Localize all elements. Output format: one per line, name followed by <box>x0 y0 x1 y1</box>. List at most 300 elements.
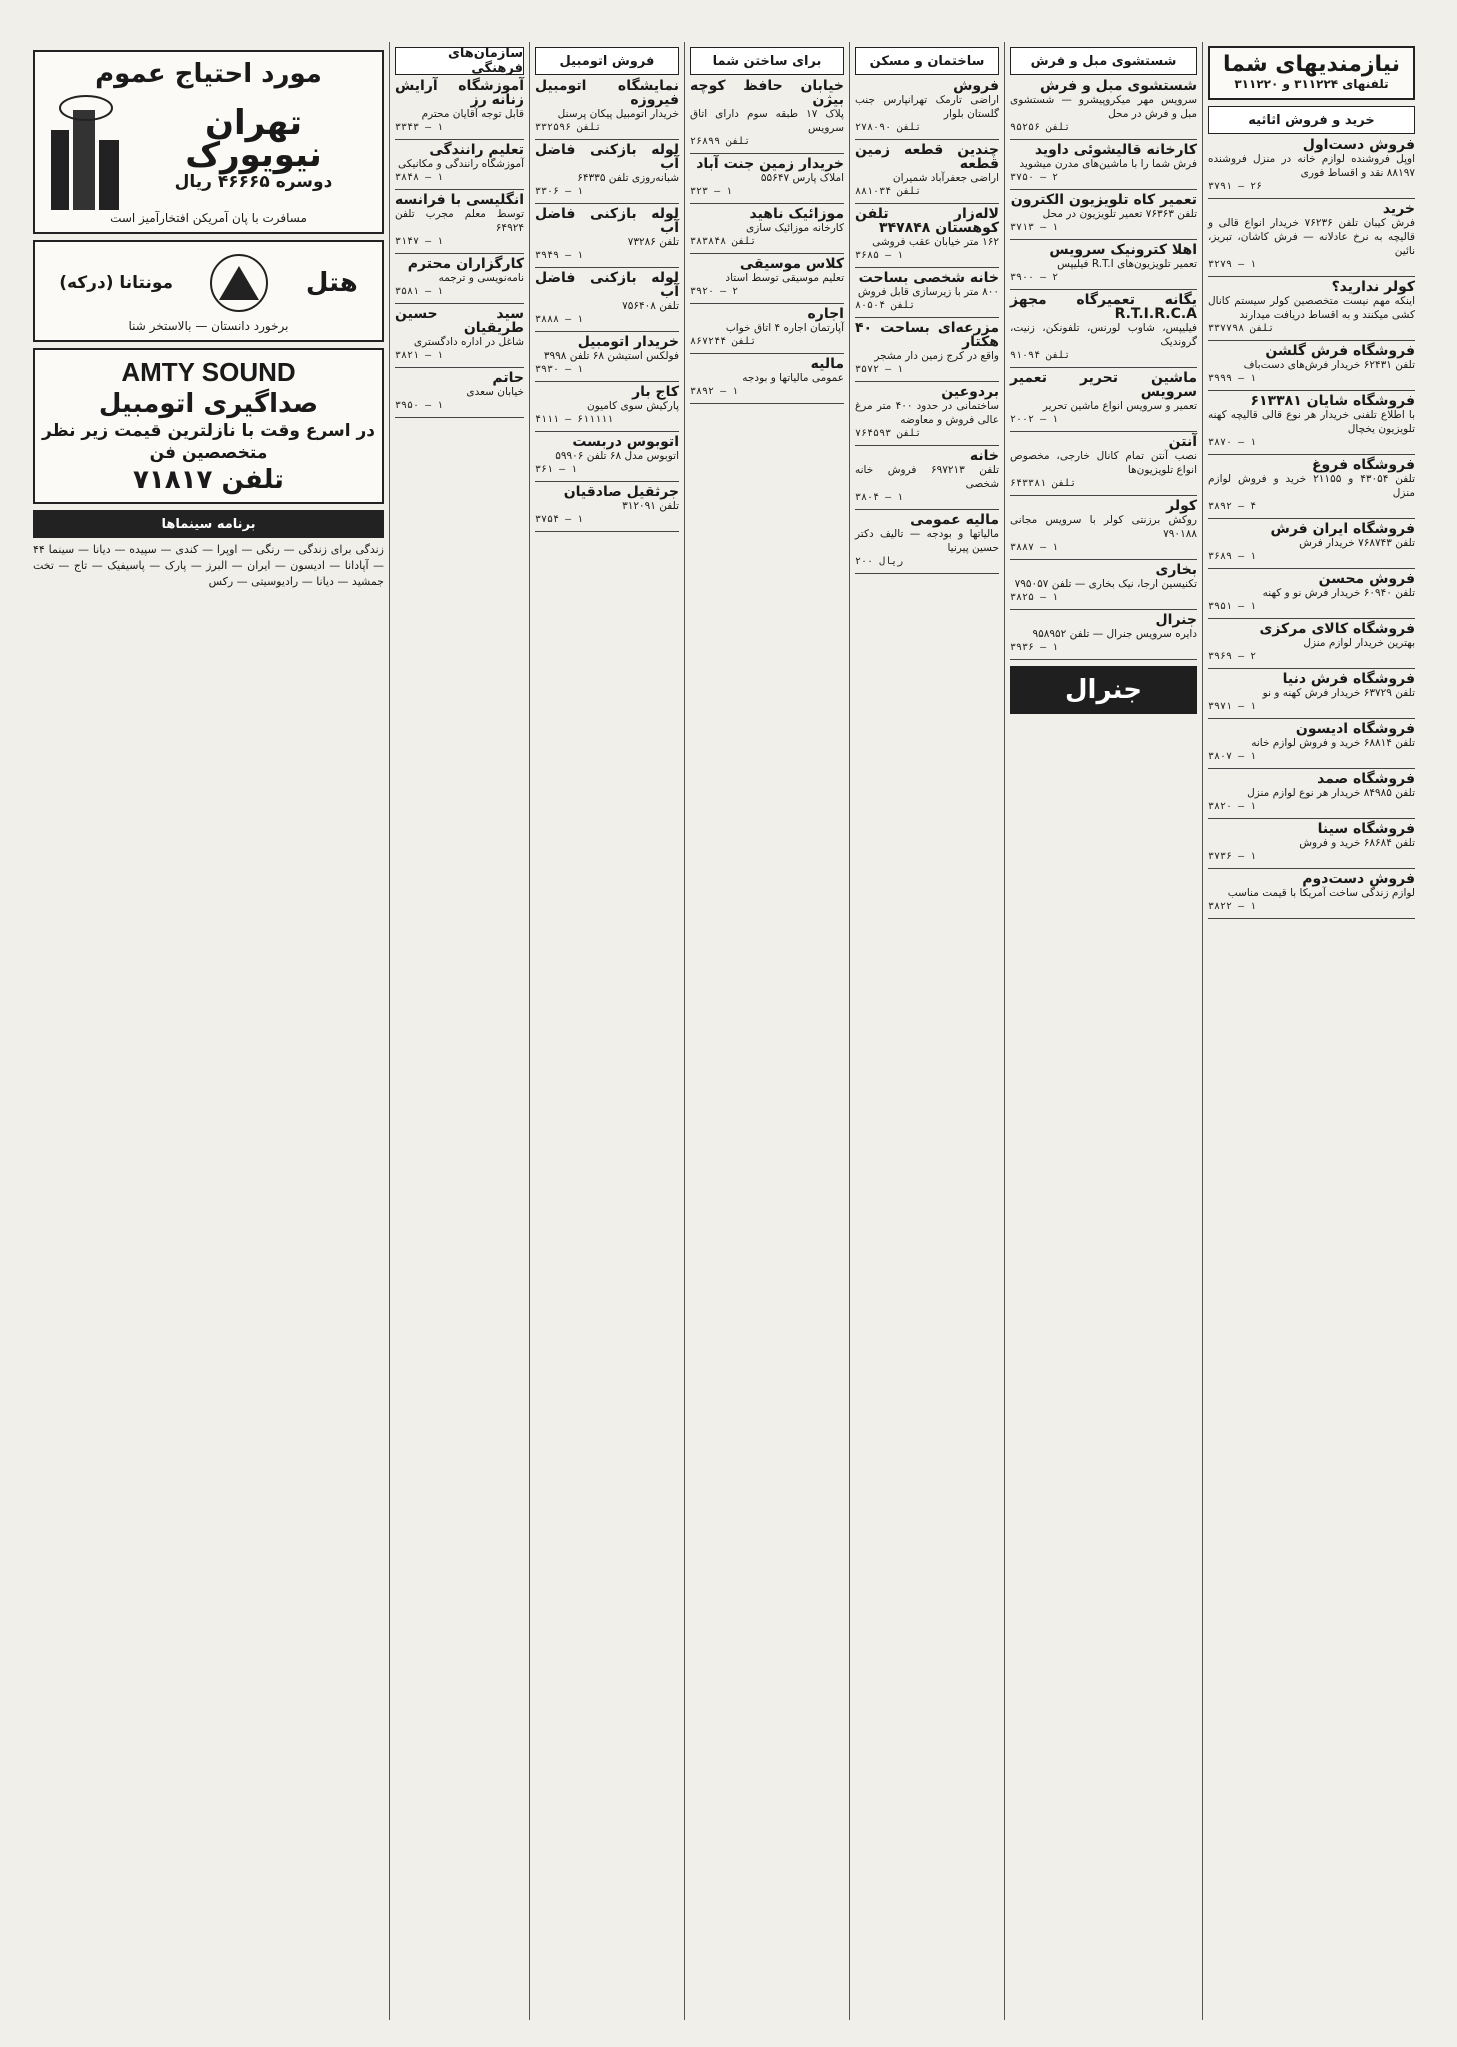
ad-headline: بخاری <box>1155 562 1197 578</box>
column-2 <box>1004 42 1202 2020</box>
classified-ad <box>1010 193 1197 235</box>
ad-text: تلفن ۴۳۰۵۴ و ۲۱۱۵۵ خرید و فروش لوازم منزل <box>1208 473 1416 499</box>
classified-ad <box>1208 344 1415 386</box>
ad-divider <box>1010 139 1197 140</box>
city-tehran: تهران <box>204 103 303 143</box>
classified-ad <box>535 385 679 427</box>
ad-headline: موزائیک ناهید <box>749 206 844 222</box>
section-header: برای ساختن شما <box>690 47 844 75</box>
ad-text: تلفن ۶۰۹۴۰ خریدار فرش نو و کهنه <box>1262 587 1415 599</box>
ad-list <box>690 79 844 404</box>
amty-phone: تلفن ۷۱۸۱۷ <box>133 465 284 495</box>
ad-text: املاک پارس ۵۵۶۴۷ <box>760 172 844 184</box>
ad-divider <box>855 139 999 140</box>
ad-number: ۳۹۳۰ — ۱ <box>535 364 584 375</box>
ad-number: ۳۹۹۹ — ۱ <box>1208 373 1257 384</box>
classified-ad <box>535 143 679 199</box>
classified-ad <box>1208 138 1415 194</box>
ad-divider <box>855 381 999 382</box>
classified-ad <box>395 79 524 135</box>
ad-text: واقع در کرج زمین دار مشجر <box>874 350 999 362</box>
ad-headline: فروش <box>953 78 999 94</box>
classified-ad <box>1010 79 1197 135</box>
ad-headline: کارگزاران محترم <box>407 256 524 272</box>
ad-number: تلفن ۸۸۱۰۳۴ <box>855 186 922 197</box>
general-needs-box <box>33 50 384 234</box>
ad-number: ۳۹۳۶ — ۱ <box>1010 642 1059 653</box>
classified-ad <box>1010 293 1197 363</box>
classified-ad <box>855 321 999 377</box>
ad-text: با اطلاع تلفنی خریدار هر نوع قالی قالیچه کهنه تلویزیون یخچال <box>1208 409 1415 435</box>
ad-number: ۳۶۸۵ — ۱ <box>855 250 904 261</box>
ad-divider <box>535 431 679 432</box>
classified-ad <box>690 157 844 199</box>
ad-headline: فروش دست‌دوم <box>1302 871 1415 887</box>
ad-number: ۳۲۳ — ۱ <box>690 186 733 197</box>
classified-ad <box>855 449 999 505</box>
ad-divider <box>395 417 524 418</box>
ad-text: بهترین خریدار لوازم منزل <box>1303 637 1415 649</box>
ad-text: شاغل در اداره دادگستری <box>413 336 524 348</box>
classified-ad <box>855 271 999 313</box>
ad-headline: اهلا کترونیک سرویس <box>1049 242 1197 258</box>
section-header: ساختمان و مسکن <box>855 47 999 75</box>
ad-divider <box>1208 390 1415 391</box>
classified-ad <box>1208 772 1415 814</box>
classified-ad <box>1208 458 1415 514</box>
ad-list <box>535 79 679 532</box>
ticket-price: دوسره ۴۶۶۶۵ ریال <box>174 172 333 192</box>
ad-headline: بردوعین <box>941 384 999 400</box>
ad-divider <box>690 153 844 154</box>
ad-headline: فروشگاه فرش گلشن <box>1265 343 1415 359</box>
ad-headline: جنرال <box>1155 612 1197 628</box>
ad-number: ۳۸۰۷ — ۱ <box>1208 751 1257 762</box>
classified-ad <box>1010 435 1197 491</box>
ad-number: ۳۷۳۶ — ۱ <box>1208 851 1257 862</box>
ad-text: فیلیپس، شاوب لورنس، تلفونکن، زنیت، گروندیک <box>1010 322 1197 348</box>
classified-ad <box>1208 572 1415 614</box>
city-newyork: نیویورک <box>185 135 322 175</box>
classified-ad <box>1208 622 1415 664</box>
ad-text: ۸۰۰ متر با زیرسازی قابل فروش <box>857 286 999 298</box>
ad-headline: اتوبوس دربست <box>572 434 679 450</box>
ad-divider <box>1010 495 1197 496</box>
ad-text: فرش شما را با ماشین‌های مدرن میشوید <box>1019 158 1197 170</box>
banner-phones: تلفنهای ۳۱۱۲۲۴ و ۳۱۱۲۲۰ <box>1234 77 1389 91</box>
ad-headline: تعمیر کاه تلویزیون الکترون <box>1010 192 1197 208</box>
ad-headline: مالیه <box>810 356 844 372</box>
ad-text: مالیاتها و بودجه — تالیف دکتر حسین پیرنیا <box>855 528 999 554</box>
ad-headline: مالیه عمومی <box>910 512 999 528</box>
ad-number: ۲۰۰۲ — ۱ <box>1010 414 1059 425</box>
ad-number: ۳۳۴۳ — ۱ <box>395 122 444 133</box>
newspaper-page <box>28 42 1420 2020</box>
column-5 <box>529 42 684 2020</box>
column-1 <box>1202 42 1420 2020</box>
ad-number: ۳۸۷۰ — ۱ <box>1208 437 1257 448</box>
ad-text: اراضی جعفرآباد شمیران <box>892 172 999 184</box>
classified-ad <box>1010 371 1197 427</box>
classified-ad <box>855 385 999 441</box>
ad-divider <box>395 189 524 190</box>
ad-text: عمومی مالیاتها و بودجه <box>742 372 844 384</box>
section-header: خرید و فروش اثاثیه <box>1208 106 1415 134</box>
ad-divider <box>690 403 844 404</box>
section-header: شستشوی مبل و فرش <box>1010 47 1197 75</box>
ad-divider <box>1010 367 1197 368</box>
banner-title: نیازمندیهای شما <box>1223 52 1400 77</box>
ad-list <box>1208 138 1415 919</box>
ad-number: تلفن ۷۶۴۵۹۳ <box>855 428 922 439</box>
ad-text: آپارتمان اجاره ۴ اتاق خواب <box>725 322 844 334</box>
classified-ad <box>1208 522 1415 564</box>
ad-divider <box>1010 239 1197 240</box>
ad-number: ۳۹۶۹ — ۲ <box>1208 651 1257 662</box>
classified-ad <box>1208 872 1415 914</box>
ad-headline: سید حسین طریقیان <box>395 306 524 336</box>
ad-headline: فروش محسن <box>1318 571 1415 587</box>
ad-divider <box>1208 454 1415 455</box>
ad-divider <box>1010 289 1197 290</box>
ad-number: ۳۹۵۰ — ۱ <box>395 400 444 411</box>
ad-divider <box>1208 568 1415 569</box>
cinema-listing: زندگی برای زندگی — رنگی — اوپرا — کندی — سپیده — دیانا — سینما ۴۴ — آپادانا — ادیسون — ایران — البرز — پارک — پاسیفیک — تاج — تخت جمشید — دیانا — رادیوسیتی — رکس <box>33 543 384 588</box>
ad-divider <box>690 253 844 254</box>
ad-headline: تعلیم رانندگی <box>429 142 524 158</box>
ad-text: تلفن ۷۶۳۶۳ تعمیر تلویزیون در محل <box>1042 208 1197 220</box>
classified-ad <box>1208 202 1415 272</box>
ad-number: ۳۷۵۰ — ۲ <box>1010 172 1059 183</box>
ad-number: تلفن ۹۵۲۵۶ <box>1010 122 1071 133</box>
hotel-name: مونتانا (درکه) <box>59 273 174 293</box>
ad-headline: یگانه تعمیرگاه مجهز R.T.I.R.C.A <box>1010 292 1197 322</box>
ad-text: تعمیر و سرویس انواع ماشین تحریر <box>1042 400 1197 412</box>
hotel-line: برخورد دانستان — بالاستخر شنا <box>128 319 289 333</box>
ad-number: تلفن ۳۳۷۷۹۸ <box>1208 323 1275 334</box>
section-header: سازمان‌های فرهنگی <box>395 47 524 75</box>
ad-divider <box>1010 659 1197 660</box>
ad-headline: فروشگاه فرش دنیا <box>1282 671 1415 687</box>
ad-headline: آموزشگاه آرایش زنانه رز <box>395 78 524 108</box>
classified-ad <box>1010 613 1197 655</box>
ad-divider <box>855 203 999 204</box>
ad-headline: خانه <box>969 448 999 464</box>
ad-text: تلفن ۶۸۸۱۴ خرید و فروش لوازم خانه <box>1251 737 1415 749</box>
ad-text: قابل توجه آقایان محترم <box>421 108 524 120</box>
ad-headline: انگلیسی با فرانسه <box>395 192 524 208</box>
ad-text: تلفن ۷۵۶۴۰۸ <box>622 300 679 312</box>
ad-text: دایره سرویس جنرال — تلفن ۹۵۸۹۵۲ <box>1032 628 1197 640</box>
ad-headline: اجاره <box>807 306 844 322</box>
ad-number: ۳۸۲۵ — ۱ <box>1010 592 1059 603</box>
ad-text: پلاک ۱۷ طبقه سوم دارای اتاق سرویس <box>690 108 844 134</box>
ad-number: ۳۳۰۶ — ۱ <box>535 186 584 197</box>
classified-ad <box>855 513 999 569</box>
ad-divider <box>1208 868 1415 869</box>
ad-number: ۳۶۸۹ — ۱ <box>1208 551 1257 562</box>
classified-ad <box>1010 143 1197 185</box>
ad-text: تلفن ۳۱۲۰۹۱ <box>622 500 679 512</box>
general-title: جنرال <box>1065 675 1142 705</box>
ad-divider <box>1208 618 1415 619</box>
ad-number: تلفن ۸۰۵۰۴ <box>855 300 916 311</box>
classified-ad <box>1208 672 1415 714</box>
ad-divider <box>1010 189 1197 190</box>
general-note: مسافرت با پان آمریکن افتخارآمیز است <box>110 211 307 225</box>
ad-divider <box>395 367 524 368</box>
classified-ad <box>1208 822 1415 864</box>
classified-ad <box>395 193 524 249</box>
ad-headline: ماشین تحریر تعمیر سرویس <box>1010 370 1197 400</box>
ad-text: تلفن ۷۶۸۷۴۳ خریدار فرش <box>1299 537 1415 549</box>
ad-text: خریدار اتومبیل پیکان پرسنل <box>557 108 679 120</box>
ad-divider <box>535 139 679 140</box>
classified-ad <box>535 435 679 477</box>
column-4 <box>684 42 849 2020</box>
ad-headline: کارخانه قالیشوئی داوید <box>1034 142 1197 158</box>
amty-line: در اسرع وقت با نازلترین قیمت زیر نظر متخصصین فن <box>42 421 375 463</box>
classified-ad <box>690 79 844 149</box>
classified-ad <box>1010 499 1197 555</box>
ad-headline: کاج بار <box>632 384 679 400</box>
ad-headline: فروشگاه سینا <box>1317 821 1415 837</box>
ad-number: ۳۹۷۱ — ۱ <box>1208 701 1257 712</box>
column-3 <box>849 42 1004 2020</box>
classified-ad <box>855 79 999 135</box>
ad-headline: خریدار اتومبیل <box>577 334 679 350</box>
column-6 <box>389 42 529 2020</box>
classified-ad <box>535 335 679 377</box>
ad-divider <box>1010 559 1197 560</box>
ad-number: ۴۱۱۱ — ۶۱۱۱۱۱ <box>535 414 614 425</box>
ad-divider <box>1208 768 1415 769</box>
ad-divider <box>855 445 999 446</box>
ad-divider <box>535 267 679 268</box>
ad-divider <box>395 303 524 304</box>
ad-divider <box>1208 918 1415 919</box>
classified-ad <box>1010 563 1197 605</box>
ad-number: تلفن ۳۳۲۵۹۶ <box>535 122 602 133</box>
ad-divider <box>535 331 679 332</box>
amty-sub: صداگیری اتومبیل <box>98 389 319 419</box>
ad-number: ۳۹۴۹ — ۱ <box>535 250 584 261</box>
ad-headline: فروشگاه ادیسون <box>1295 721 1415 737</box>
classified-ad <box>395 307 524 363</box>
ad-headline: فروشگاه صمد <box>1317 771 1415 787</box>
ad-number: ۳۸۸۷ — ۱ <box>1010 542 1059 553</box>
ad-headline: خانه شخصی بساحت <box>858 270 999 286</box>
ad-text: خیابان سعدی <box>466 386 524 398</box>
ad-number: ۳۷۵۴ — ۱ <box>535 514 584 525</box>
ad-number: ۲۰۰ ریال <box>855 556 904 567</box>
classified-ad <box>535 207 679 263</box>
ad-divider <box>535 481 679 482</box>
ad-headline: فروش دست‌اول <box>1302 137 1415 153</box>
ad-number: ۳۱۴۷ — ۱ <box>395 236 444 247</box>
ad-number: ۳۷۹۱ — ۲۶ <box>1208 181 1263 192</box>
ad-headline: جرثقیل صادقیان <box>563 484 679 500</box>
skyline-icon <box>41 90 131 210</box>
ad-divider <box>690 203 844 204</box>
ad-number: تلفن ۸۶۷۲۴۴ <box>690 336 757 347</box>
ad-number: تلفن ۳۸۳۸۴۸ <box>690 236 757 247</box>
classified-ad <box>535 79 679 135</box>
ad-number: تلفن ۲۷۸۰۹۰ <box>855 122 922 133</box>
ad-text: تلفن ۷۳۲۸۶ <box>627 236 679 248</box>
ad-number: ۳۵۸۱ — ۱ <box>395 286 444 297</box>
classified-ad <box>1010 243 1197 285</box>
ad-list <box>855 79 999 574</box>
ad-text: سرویس مهر میکروپیشرو — شستشوی مبل و فرش در محل <box>1010 94 1197 120</box>
ad-number: تلفن ۹۱۰۹۴ <box>1010 350 1071 361</box>
ad-text: توسط معلم مجرب تلفن ۶۴۹۲۴ <box>395 208 524 234</box>
amty-title: AMTY SOUND <box>121 357 296 387</box>
ad-headline: فروشگاه فروغ <box>1311 457 1415 473</box>
ad-headline: لاله‌زار تلفن کوهستان ۳۴۷۸۴۸ <box>855 206 999 236</box>
ad-text: تلفن ۶۳۷۲۹ خریدار فرش کهنه و نو <box>1262 687 1415 699</box>
ad-text: نصب آنتن تمام کانال خارجی، مخصوص انواع تلویزیون‌ها <box>1010 450 1197 476</box>
ad-headline: آنتن <box>1168 434 1197 450</box>
classified-ad <box>690 207 844 249</box>
ad-divider <box>1208 340 1415 341</box>
ad-text: نامه‌نویسی و ترجمه <box>438 272 524 284</box>
ad-text: تلفن ۶۹۷۲۱۳ فروش خانه شخصی <box>855 464 999 490</box>
ad-headline: فروشگاه ایران فرش <box>1270 521 1415 537</box>
ad-divider <box>1208 518 1415 519</box>
ad-text: پارکیش سوی کامیون <box>587 400 679 412</box>
ad-text: روکش برزنتی کولر با سرویس مجانی ۷۹۰۱۸۸ <box>1010 514 1197 540</box>
ad-headline: فروشگاه کالای مرکزی <box>1259 621 1415 637</box>
classified-ad <box>1208 722 1415 764</box>
ad-text: تلفن ۶۲۴۳۱ خریدار فرش‌های دست‌باف <box>1243 359 1415 371</box>
classified-ad <box>855 143 999 199</box>
classified-ad <box>395 257 524 299</box>
ad-text: فولکس استیشن ۶۸ تلفن ۳۹۹۸ <box>543 350 679 362</box>
ad-divider <box>1208 718 1415 719</box>
ad-text: آموزشگاه رانندگی و مکانیکی <box>397 158 524 170</box>
ad-text: تعلیم موسیقی توسط استاد <box>725 272 844 284</box>
classified-ad <box>690 307 844 349</box>
classified-ad <box>395 371 524 413</box>
classified-ad <box>535 271 679 327</box>
ad-headline: کلاس موسیقی <box>739 256 844 272</box>
general-box <box>1010 666 1197 714</box>
ad-headline: خریدار زمین جنت آباد <box>696 156 844 172</box>
ad-list <box>1010 79 1197 660</box>
ad-divider <box>1208 668 1415 669</box>
ad-text: فرش کیبان تلفن ۷۶۲۳۶ خریدار انواع قالی و قالیچه به نرخ عادلانه — فرش کاشان، تبریز، نائین <box>1208 217 1415 257</box>
ad-number: ۳۸۹۲ — ۴ <box>1208 501 1257 512</box>
ad-number: ۳۲۷۹ — ۱ <box>1208 259 1257 270</box>
mountain-logo-icon <box>209 248 269 318</box>
ad-text: تکنیسین ارجا، نیک بخاری — تلفن ۷۹۵۰۵۷ <box>1014 578 1197 590</box>
ad-text: اراضی تارمک تهرانپارس جنب گلستان بلوار <box>855 94 999 120</box>
ad-headline: لوله بازکنی فاضل آب <box>535 206 679 236</box>
ad-number: ۳۸۰۴ — ۱ <box>855 492 904 503</box>
ad-divider <box>1010 609 1197 610</box>
ad-headline: فروشگاه شایان ۶۱۳۳۸۱ <box>1250 393 1415 409</box>
ad-divider <box>1208 818 1415 819</box>
ad-headline: خیابان حافظ کوچه بیژن <box>690 78 844 108</box>
ad-text: تعمیر تلویزیون‌های R.T.I فیلیپس <box>1057 258 1197 270</box>
ad-text: ۱۶۲ متر خیابان عقب فروشی <box>872 236 999 248</box>
ad-text: اینکه مهم نیست متخصصین کولر سیستم کانال کشی میکنند و به اقساط دریافت میدارند <box>1208 295 1415 321</box>
ad-list <box>395 79 524 418</box>
ad-number: ۳۹۲۰ — ۲ <box>690 286 739 297</box>
classified-ad <box>1208 394 1415 450</box>
ad-text: اوپل فروشنده لوازم خانه در منزل فروشنده ۸۸۱۹۷ نقد و اقساط فوری <box>1208 153 1415 179</box>
ad-number: ۳۸۴۸ — ۱ <box>395 172 444 183</box>
ad-number: تلفن ۲۶۸۹۹ <box>690 136 751 147</box>
ad-text: ساختمانی در حدود ۴۰۰ متر مرغ عالی فروش و معاوضه <box>855 400 1000 426</box>
ad-number: ۳۸۹۲ — ۱ <box>690 386 739 397</box>
ad-headline: کولر <box>1166 498 1197 514</box>
cinema-header: برنامه سینماها <box>33 510 384 538</box>
ad-divider <box>395 253 524 254</box>
ad-number: ۳۸۲۲ — ۱ <box>1208 901 1257 912</box>
classified-ad <box>395 143 524 185</box>
ad-divider <box>690 303 844 304</box>
ad-headline: مزرعه‌ای بساحت ۴۰ هکتار <box>855 320 999 350</box>
ad-divider <box>535 531 679 532</box>
column-7 <box>28 42 389 2020</box>
ad-headline: لوله بازکنی فاضل آب <box>535 270 679 300</box>
ad-divider <box>690 353 844 354</box>
ad-divider <box>855 317 999 318</box>
ad-divider <box>855 267 999 268</box>
ad-number: تلفن ۶۴۳۳۸۱ <box>1010 478 1077 489</box>
ad-number: ۳۸۸۸ — ۱ <box>535 314 584 325</box>
ad-text: لوازم زندگی ساخت آمریکا با قیمت مناسب <box>1227 887 1415 899</box>
ad-divider <box>1208 276 1415 277</box>
ad-headline: کولر ندارید؟ <box>1331 279 1415 295</box>
ad-number: ۳۹۰۰ — ۲ <box>1010 272 1059 283</box>
ad-text: شبانه‌روزی تلفن ۶۴۳۳۵ <box>577 172 679 184</box>
ad-text: کارخانه موزائیک سازی <box>746 222 844 234</box>
ad-number: ۳۶۱ — ۱ <box>535 464 578 475</box>
ad-headline: حاتم <box>492 370 524 386</box>
hotel-title: هتل <box>305 268 358 298</box>
ad-text: تلفن ۶۸۶۸۴ خرید و فروش <box>1299 837 1415 849</box>
ad-headline: چندین قطعه زمین قطعه <box>855 142 999 172</box>
classified-ad <box>855 207 999 263</box>
ad-divider <box>855 509 999 510</box>
section-header: فروش اتومبیل <box>535 47 679 75</box>
ad-divider <box>1208 198 1415 199</box>
ad-divider <box>395 139 524 140</box>
ad-text: تلفن ۸۴۹۸۵ خریدار هر نوع لوازم منزل <box>1247 787 1415 799</box>
ad-headline: خرید <box>1382 201 1415 217</box>
ad-number: ۳۸۲۰ — ۱ <box>1208 801 1257 812</box>
ad-text: اتوبوس مدل ۶۸ تلفن ۵۹۹۰۶ <box>555 450 679 462</box>
ad-divider <box>535 381 679 382</box>
general-needs-title: مورد احتیاج عموم <box>95 59 322 89</box>
hotel-box <box>33 240 384 342</box>
ad-number: ۳۵۷۲ — ۱ <box>855 364 904 375</box>
classified-ad <box>690 357 844 399</box>
ad-divider <box>855 573 999 574</box>
top-right-banner <box>1208 46 1415 100</box>
ad-divider <box>535 203 679 204</box>
classified-ad <box>1208 280 1415 336</box>
classified-ad <box>690 257 844 299</box>
ad-number: ۳۹۵۱ — ۱ <box>1208 601 1257 612</box>
amty-sound-box <box>33 348 384 504</box>
ad-number: ۳۸۲۱ — ۱ <box>395 350 444 361</box>
ad-headline: لوله بازکنی فاضل آب <box>535 142 679 172</box>
ad-headline: شستشوی مبل و فرش <box>1040 78 1197 94</box>
